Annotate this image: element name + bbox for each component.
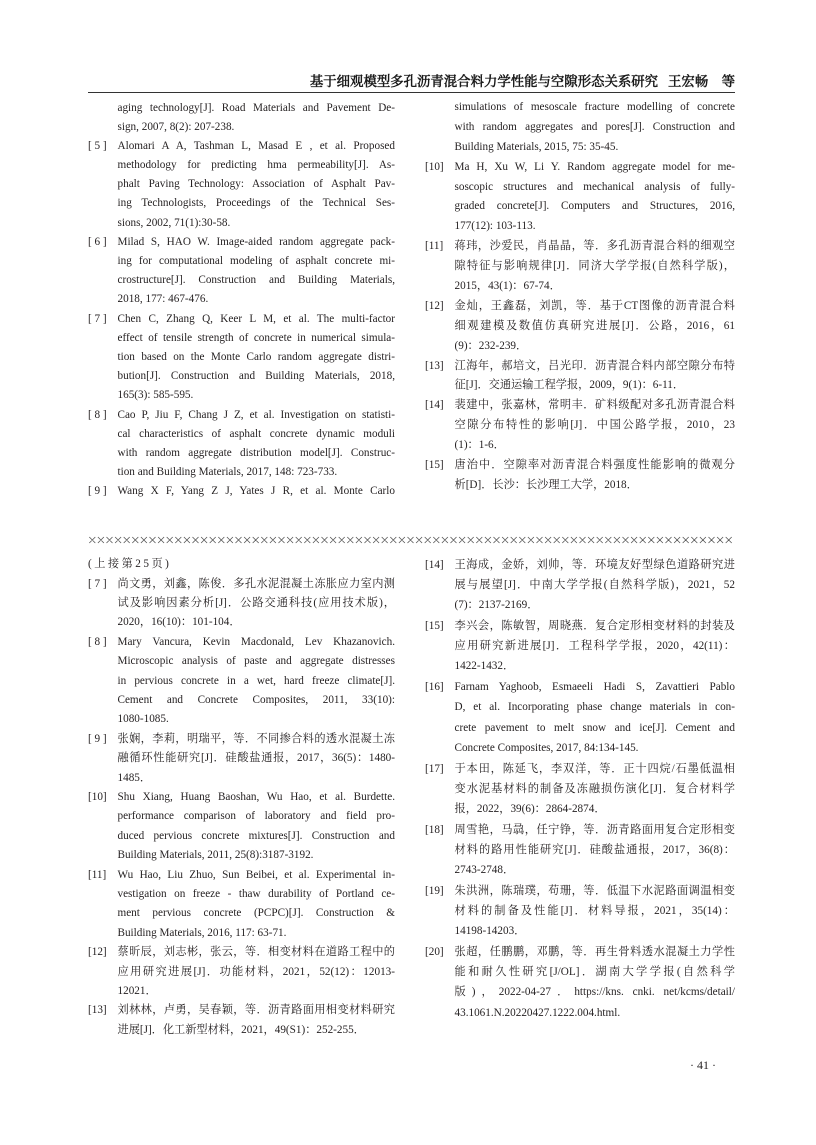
reference-line: 融循环性能研究[J]．硅酸盐通报，2017，36(5)：1480- [117, 752, 395, 765]
reference-number: [ 5 ] [88, 139, 107, 152]
reference-text: 刘林林，卢勇，吴春颖，等．沥青路面用相变材料研究 [117, 1004, 395, 1017]
reference-text: 蔡昕辰，刘志彬，张云，等．相变材料在道路工程中的 [117, 946, 395, 959]
reference-text: 金灿，王鑫磊，刘凯，等．基于CT图像的沥青混合料 [454, 299, 735, 312]
reference-line: 版)，2022-04-27．https://kns. cnki. net/kcms/detail/ [454, 986, 735, 999]
reference-line: simulations of mesoscale fracture modelling of concrete [454, 101, 735, 113]
reference-entry [88, 310, 395, 406]
reference-number: [14] [425, 558, 444, 571]
page-number: · 41 · [690, 1058, 716, 1072]
reference-number: [10] [88, 790, 107, 803]
reference-text: 李兴会，陈敏智，周晓燕．复合定形相变材料的封装及 [454, 620, 735, 633]
running-header [88, 71, 735, 89]
reference-text: 裴建中，张嘉林，常明丰．矿料级配对多孔沥青混合料 [454, 399, 735, 412]
reference-number: [ 7 ] [88, 312, 107, 325]
reference-text: 张超，任鹏鹏，邓鹏，等．再生骨料透水混凝土力学性 [454, 946, 735, 959]
reference-number: [15] [425, 459, 444, 472]
reference-line: 14198-14203． [454, 925, 526, 938]
reference-line: duced pervious concrete mixtures[J]. Construction and [117, 829, 395, 842]
reference-text: Ma H, Xu W, Li Y. Random aggregate model for me- [454, 160, 735, 173]
reference-entry [88, 406, 395, 483]
reference-text: Wang X F, Yang Z J, Yates J R, et al. Monte Carlo [117, 485, 395, 498]
reference-first-line [425, 677, 735, 697]
reference-line: 12021． [117, 984, 157, 997]
reference-first-line [425, 456, 735, 476]
reference-number: [12] [88, 946, 107, 959]
reference-line: sions, 2002, 71(1):30-58. [117, 216, 231, 229]
reference-line: 材料的路用性能研究[J]．硅酸盐通报，2017，36(8)： [454, 843, 735, 856]
reference-line: 2020，16(10)：101-104． [117, 616, 241, 629]
reference-line: 变水泥基材料的制备及冻融损伤演化[J]．复合材料学 [454, 782, 735, 795]
reference-column-bottom-right [425, 555, 735, 1023]
reference-text: 张娴，李莉，明瑞平，等．不同掺合料的透水混凝土冻 [117, 732, 395, 745]
reference-entry [88, 482, 395, 501]
reference-entry [88, 633, 395, 730]
reference-entry [88, 866, 395, 944]
section-divider-marks [89, 537, 731, 543]
reference-line: vestigation on freeze - thaw durability of Portland ce- [117, 887, 395, 900]
reference-continuation [88, 99, 395, 137]
reference-text: Milad S, HAO W. Image-aided random aggregate pack- [117, 235, 395, 248]
reference-line: tion and Building Materials, 2017, 148: 723-733. [117, 466, 338, 479]
reference-first-line [88, 137, 395, 156]
reference-line: ing Technologists, Proceedings of the Technical Ses- [117, 197, 395, 210]
reference-text: 尚文勇，刘鑫，陈俊．多孔水泥混凝土冻胀应力室内测 [117, 577, 395, 590]
reference-text: 蒋玮，沙爱民，肖晶晶，等．多孔沥青混合料的细观空 [454, 240, 735, 253]
reference-text: Mary Vancura, Kevin Macdonald, Lev Khazanovich. [117, 635, 395, 648]
reference-line: Microscopic analysis of paste and aggregate distresses [117, 655, 395, 668]
reference-line: (1)：1-6． [454, 439, 505, 452]
reference-number: [ 7 ] [88, 577, 107, 590]
reference-number: [10] [425, 160, 444, 173]
reference-text: 于本田，陈延飞，李双洋，等．正十四烷/石墨低温相 [454, 762, 735, 775]
reference-line: 能和耐久性研究[J/OL]．湖南大学学报(自然科学 [454, 966, 735, 979]
reference-entry [425, 158, 735, 238]
reference-first-line [88, 943, 395, 962]
reference-number: [17] [425, 762, 444, 775]
reference-entry [88, 137, 395, 233]
reference-line: 细观建模及数值仿真研究进展[J]．公路，2016，61 [454, 319, 735, 332]
reference-line: 进展[J]．化工新型材料，2021，49(S1)：252-255． [117, 1023, 365, 1036]
reference-entry [425, 555, 735, 616]
reference-number: [ 9 ] [88, 485, 107, 498]
reference-line: 1422-1432． [454, 660, 515, 673]
reference-line: Cement and Concrete Composites, 2011, 33(10): [117, 694, 395, 707]
reference-entry [88, 233, 395, 310]
reference-line: 2015，43(1)：67-74． [454, 280, 561, 293]
reference-line: 展与展望[J]．中南大学学报(自然科学版)，2021，52 [454, 579, 735, 592]
reference-number: [20] [425, 946, 444, 959]
reference-line: 析[D]．长沙：长沙理工大学，2018． [454, 478, 638, 491]
reference-line: 2018, 177: 467-476. [117, 293, 209, 306]
reference-number: [11] [88, 868, 107, 881]
reference-line: crete pavement to melt snow and ice[J]. Cement and [454, 721, 735, 734]
reference-column-bottom-left [88, 555, 395, 1040]
reference-entry [425, 942, 735, 1023]
reference-first-line [425, 555, 735, 575]
reference-first-line [425, 297, 735, 317]
reference-line: (7)：2137-2169． [454, 599, 539, 612]
reference-text: Alomari A A, Tashman L, Masad E , et al. Proposed [117, 139, 395, 152]
reference-first-line [425, 881, 735, 901]
reference-line: aging technology[J]. Road Materials and Pavement De- [117, 101, 395, 114]
reference-first-line [425, 158, 735, 178]
reference-line: 应用研究进展[J]．功能材料，2021，52(12)：12013- [117, 965, 395, 978]
reference-line: methodology for predicting hma permeability[J]. As- [117, 159, 395, 172]
continued-from-note: (上接第25页) [88, 558, 172, 571]
reference-first-line [88, 730, 395, 749]
reference-line: D, et al. Incorporating phase change materials in con- [454, 701, 735, 714]
reference-first-line [425, 237, 735, 257]
reference-first-line [88, 575, 395, 594]
reference-text: 唐治中．空隙率对沥青混合料强度性能影响的微观分 [454, 459, 735, 472]
reference-line: effect of tensile strength of concrete in numerical simula- [117, 331, 395, 344]
reference-first-line [425, 942, 735, 962]
reference-entry [425, 820, 735, 881]
reference-first-line [88, 406, 395, 425]
reference-line: 材料的制备及性能[J]．材料导报，2021，35(14)： [454, 905, 735, 918]
reference-text: 江海年，郝培文，吕光印．沥青混合料内部空隙分布特 [454, 359, 735, 372]
section-divider [88, 536, 735, 544]
reference-number: [ 9 ] [88, 732, 107, 745]
reference-entry [425, 237, 735, 297]
reference-line: graded concrete[J]. Computers and Structures, 2016, [454, 200, 735, 213]
reference-entry [88, 943, 395, 1001]
reference-entry [88, 1001, 395, 1040]
reference-number: [12] [425, 299, 444, 312]
reference-first-line [425, 396, 735, 416]
reference-first-line [88, 482, 395, 501]
reference-first-line [88, 233, 395, 252]
reference-line: with random aggregate distribution model[J]. Construc- [117, 446, 395, 459]
reference-text: 王海成，金娇，刘帅，等．环境友好型绿色道路研究进 [454, 558, 735, 571]
reference-number: [19] [425, 884, 444, 897]
reference-line: 165(3): 585-595. [117, 389, 194, 402]
reference-entry [425, 357, 735, 397]
reference-first-line [425, 616, 735, 636]
reference-line: bution[J]. Construction and Building Materials, 2018, [117, 370, 395, 383]
reference-line: tion based on the Monte Carlo random aggregate distri- [117, 350, 395, 363]
reference-line: 应用研究新进展[J]．工程科学学报，2020，42(11)： [454, 640, 735, 653]
reference-first-line [88, 788, 395, 807]
reference-line: 1485． [117, 771, 152, 784]
reference-number: [13] [425, 359, 444, 372]
reference-line: ing for computational modeling of asphalt concrete mi- [117, 255, 395, 267]
reference-number: [16] [425, 681, 444, 694]
reference-entry [425, 396, 735, 456]
reference-line: 隙特征与影响规律[J]．同济大学学报(自然科学版)， [454, 260, 735, 273]
reference-number: [ 8 ] [88, 408, 107, 421]
reference-line: crostructure[J]. Construction and Building Materials, [117, 274, 395, 287]
reference-line: 空隙分布特性的影响[J]．中国公路学报，2010，23 [454, 419, 735, 432]
reference-text: Shu Xiang, Huang Baoshan, Wu Hao, et al. Burdette. [117, 790, 395, 803]
reference-first-line [88, 866, 395, 885]
reference-number: [11] [425, 240, 444, 253]
reference-first-line [425, 820, 735, 840]
reference-line: 征[J]．交通运输工程学报，2009，9(1)：6-11． [454, 379, 685, 392]
reference-line: in pervious concrete in a wet, hard freeze climate[J]. [117, 674, 395, 687]
reference-entry [88, 730, 395, 788]
reference-line: 2743-2748． [454, 864, 515, 877]
reference-line: ment pervious concrete (PCPC)[J]. Construction & [117, 907, 395, 920]
reference-entry [425, 677, 735, 758]
reference-line: with random aggregates and pores[J]. Construction and [454, 120, 735, 133]
reference-number: [13] [88, 1004, 107, 1017]
reference-text: Farnam Yaghoob, Esmaeeli Hadi S, Zavattieri Pablo [454, 681, 735, 694]
reference-continuation [425, 98, 735, 158]
reference-first-line [88, 310, 395, 329]
reference-line: Building Materials, 2016, 117: 63-71. [117, 926, 287, 939]
header-rule [88, 92, 735, 93]
reference-text: 周雪艳，马骉，任宁铮，等．沥青路面用复合定形相变 [454, 823, 735, 836]
reference-entry [425, 616, 735, 677]
reference-column-top-right [425, 98, 735, 496]
reference-number: [14] [425, 399, 444, 412]
reference-entry [425, 759, 735, 820]
reference-line: soscopic structures and mechanical analysis of fully- [454, 180, 735, 193]
reference-line: 43.1061.N.20220427.1222.004.html. [454, 1006, 621, 1019]
reference-number: [15] [425, 620, 444, 633]
reference-line: 报，2022，39(6)：2864-2874． [454, 802, 606, 815]
reference-entry [88, 575, 395, 633]
reference-text: Chen C, Zhang Q, Keer L M, et al. The multi-factor [117, 312, 395, 325]
reference-line: Building Materials, 2011, 25(8):3187-3192. [117, 849, 314, 862]
reference-number: [18] [425, 823, 444, 836]
reference-entry [88, 788, 395, 866]
reference-line: Building Materials, 2015, 75: 35-45. [454, 140, 619, 153]
reference-line: performance comparison of laboratory and field pro- [117, 810, 395, 823]
reference-number: [ 8 ] [88, 635, 107, 648]
reference-entry [425, 297, 735, 357]
reference-text: 朱洪洲，陈瑞璞，苟珊，等．低温下水泥路面调温相变 [454, 884, 735, 897]
reference-line: sign, 2007, 8(2): 207-238. [117, 120, 235, 133]
reference-number: [ 6 ] [88, 235, 107, 248]
reference-entry [425, 881, 735, 942]
reference-line: (9)：232-239． [454, 339, 528, 352]
reference-column-top-left [88, 99, 395, 502]
reference-line: phalt Paving Technology: Association of Asphalt Pav- [117, 178, 395, 191]
running-header-title: 基于细观模型多孔沥青混合料力学性能与空隙形态关系研究 [309, 74, 659, 90]
reference-first-line [425, 759, 735, 779]
reference-line: cal characteristics of asphalt concrete dynamic moduli [117, 427, 395, 440]
reference-first-line [425, 357, 735, 377]
running-header-authors: 王宏畅 等 [668, 74, 735, 90]
reference-entry [425, 456, 735, 496]
reference-text: Wu Hao, Liu Zhuo, Sun Beibei, et al. Experimental in- [117, 868, 395, 881]
reference-line: 试及影响因素分析[J]．公路交通科技(应用技术版)， [117, 597, 395, 610]
reference-first-line [88, 633, 395, 652]
reference-first-line [88, 1001, 395, 1020]
reference-line: 177(12): 103-113. [454, 220, 536, 233]
reference-line: Concrete Composites, 2017, 84:134-145. [454, 741, 639, 754]
reference-line: 1080-1085. [117, 713, 169, 726]
reference-text: Cao P, Jiu F, Chang J Z, et al. Investigation on statisti- [117, 408, 395, 421]
